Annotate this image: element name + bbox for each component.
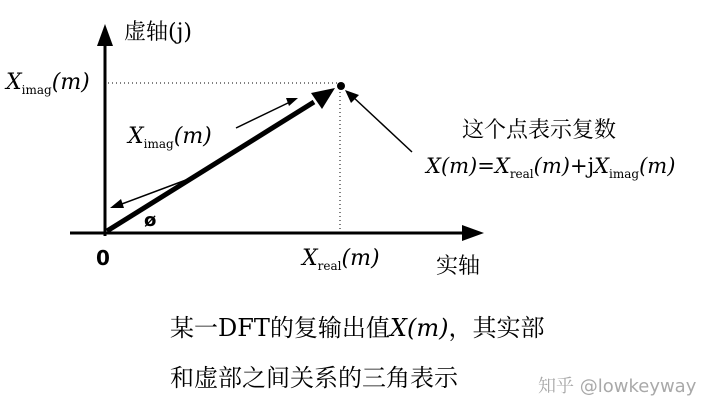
- real-projection-label: $X_{real}(m)$: [302, 246, 380, 273]
- complex-point: [337, 82, 345, 90]
- origin-label: 0: [96, 246, 110, 270]
- phasor-vector: [107, 102, 314, 231]
- annotation-title: 这个点表示复数: [462, 118, 617, 143]
- angle-label: ø: [144, 210, 157, 231]
- annotation-formula: $X(m)=X_{real}(m)+jX_{imag}(m)$: [426, 154, 676, 181]
- magnitude-label: $X_{imag}(m)$: [128, 124, 212, 151]
- caption-line-2: 和虚部之间关系的三角表示: [170, 364, 458, 392]
- imag-projection-label: $X_{imag}(m)$: [6, 70, 90, 97]
- magnitude-arrow-upper-head: [286, 98, 298, 106]
- imag-axis-label: 虚轴(j): [124, 20, 193, 45]
- real-axis-arrowhead: [462, 225, 484, 241]
- phasor-arrowhead: [311, 88, 335, 109]
- caption-line-1: 某一DFT的复输出值X(m)，其实部: [170, 314, 545, 342]
- annotation-pointer: [352, 96, 412, 152]
- magnitude-arrow-lower-head: [110, 199, 124, 208]
- real-axis-label: 实轴: [436, 254, 481, 279]
- watermark: 知乎 @lowkeyway: [538, 376, 697, 397]
- imag-axis-arrowhead: [97, 24, 113, 46]
